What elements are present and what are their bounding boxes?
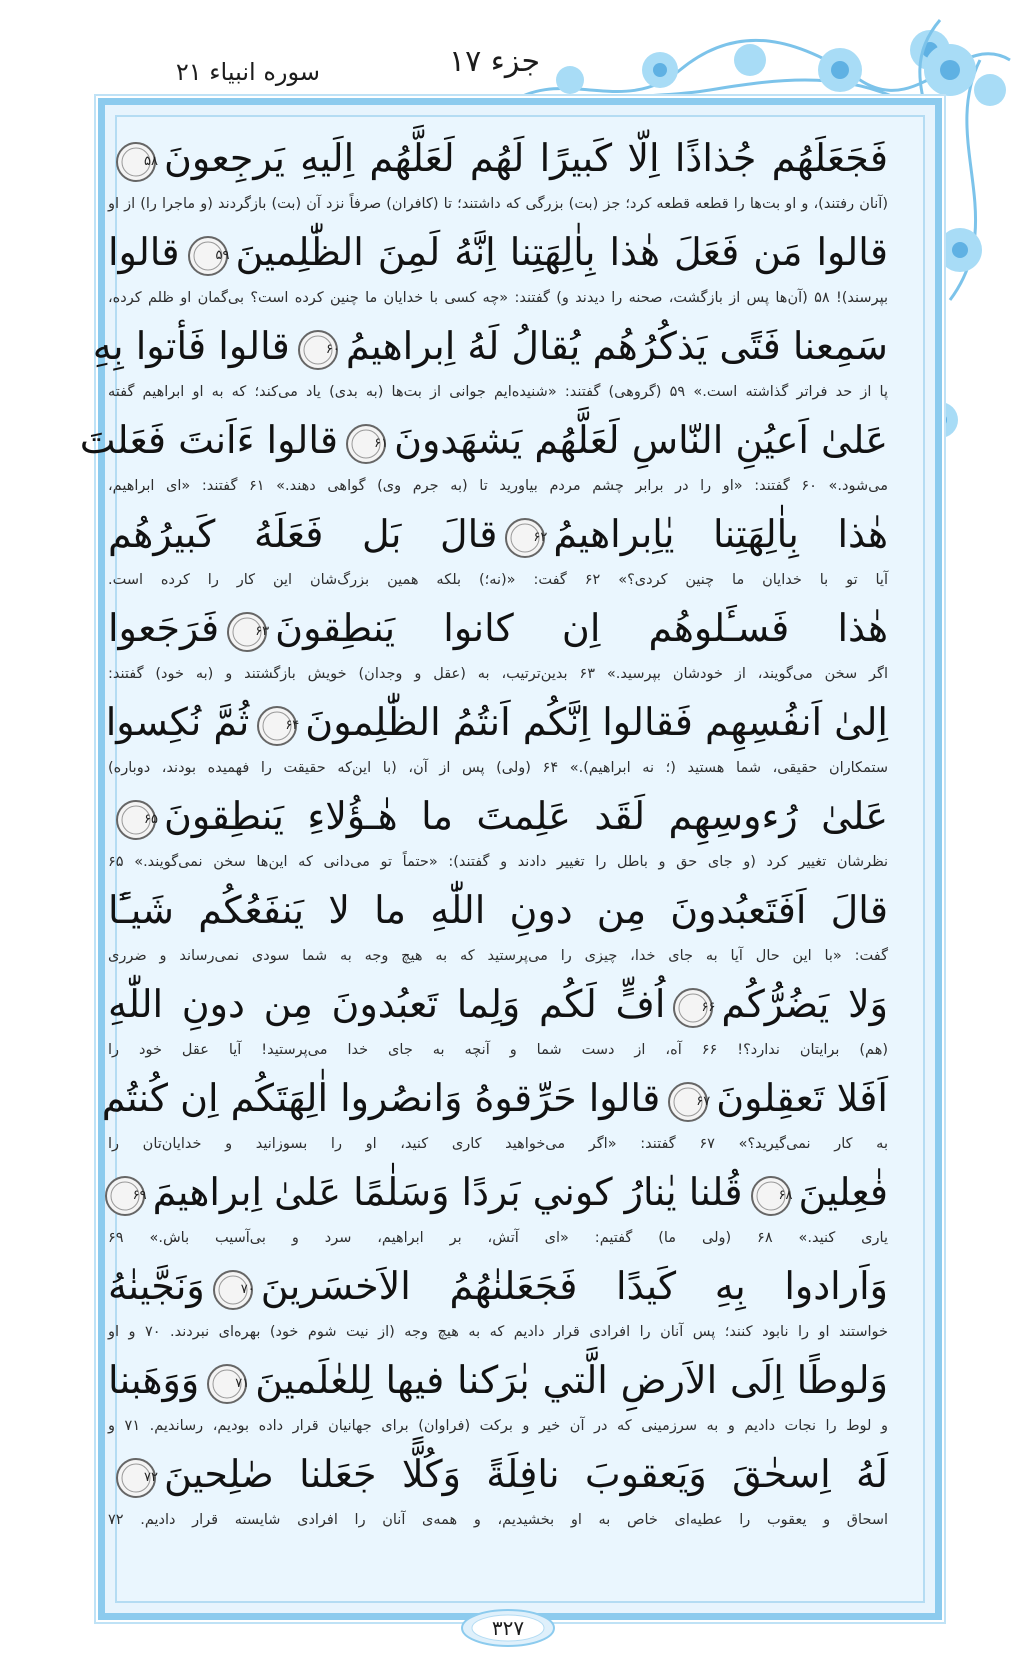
arabic-verse-line: وَلوطًا اِلَى الاَرضِ الَّتي بٰرَكنا فيها لِلعٰلَمينَ ۷۱ وَوَهَبنا — [108, 1350, 888, 1410]
arabic-verse-line: قالَ اَفَتَعبُدونَ مِن دونِ اللّٰهِ ما لا يَنفَعُكُم شَيـًٔا — [108, 888, 888, 932]
persian-translation-line: اسحاق و یعقوب را عطیه‌ای خاص به او بخشیدیم، و همه‌ی آنان را افرادی شایسته قرار دادیم. ۷۲ — [108, 1512, 888, 1528]
page-number-badge — [458, 1606, 558, 1650]
ayah-marker-icon: ۵۹ — [186, 234, 230, 278]
ayah-marker-icon: ۵۸ — [114, 140, 158, 184]
arabic-verse-line: سَمِعنا فَتًى يَذكُرُهُم يُقالُ لَهُ اِبراهيمُ ۶۰ قالوا فَأتوا بِهِ — [108, 316, 888, 376]
arabic-verse-line: هٰذا بِاٰلِهَتِنا يٰاِبراهيمُ ۶۲ قالَ بَل فَعَلَهُ كَبيرُهُم — [108, 504, 888, 564]
ayah-marker-icon: ۶۱ — [344, 422, 388, 466]
verse-row — [108, 974, 888, 1068]
persian-translation-line: آیا تو با خدایان ما چنین کردی؟» ۶۲ گفت: «(نه؛) بلکه همین بزرگ‌شان این کار را کرده است. — [108, 572, 888, 588]
arabic-verse-line: وَلا يَضُرُّكُم ۶۶ اُفٍّ لَكُم وَلِما تَعبُدونَ مِن دونِ اللّٰهِ — [108, 974, 888, 1034]
verse-row — [105, 692, 888, 786]
ayah-marker-icon: ۶۳ — [225, 610, 269, 654]
arabic-verse-line: فَجَعَلَهُم جُذاذًا اِلّا كَبيرًا لَهُم لَعَلَّهُم اِلَيهِ يَرجِعونَ ۵۸ — [108, 128, 888, 188]
surah-label: سوره انبیاء ۲۱ — [175, 58, 320, 86]
persian-translation-line: ستمکاران حقیقی، شما هستید (؛ نه ابراهیم).» ۶۴ (ولی) پس از آن، (با این‌که حقیقت را فهمیده بودند، دوباره) — [108, 760, 888, 776]
ayah-marker-icon: ۶۷ — [666, 1080, 710, 1124]
arabic-verse-line: عَلىٰ رُءوسِهِم لَقَد عَلِمتَ ما هٰـؤُلاءِ يَنطِقونَ ۶۵ — [108, 786, 888, 846]
page-header — [80, 40, 600, 88]
verse-row — [108, 128, 888, 222]
verse-row — [92, 316, 889, 410]
arabic-verse-line: عَلىٰ اَعيُنِ النّاسِ لَعَلَّهُم يَشهَدونَ ۶۱ قالوا ءَاَنتَ فَعَلتَ — [108, 410, 888, 470]
verse-row — [108, 1256, 888, 1350]
arabic-verse-line: لَهُ اِسحٰقَ وَيَعقوبَ نافِلَةً وَكُلًّا جَعَلنا صٰلِحينَ ۷۲ — [108, 1444, 888, 1504]
arabic-verse-line: قالوا مَن فَعَلَ هٰذا بِاٰلِهَتِنا اِنَّهُ لَمِنَ الظّٰلِمينَ ۵۹ قالوا — [108, 222, 888, 282]
page-number: ۳۲۷ — [491, 1616, 525, 1640]
persian-translation-line: و لوط را نجات دادیم و به سرزمینی که در آن خیر و برکت (فراوان) برای جهانیان قرار داده بودیم، رساندیم. ۷۱ و — [108, 1418, 888, 1434]
persian-translation-line: اگر سخن می‌گویند، از خودشان بپرسید.» ۶۳ بدین‌ترتیب، به (عقل و وجدان) خویش بازگشتند و (به خود) گفتند: — [108, 666, 888, 682]
persian-translation-line: پا از حد فراتر گذاشته است.» ۵۹ (گروهی) گفتند: «شنیده‌ایم جوانی از بت‌ها (به بدی) یاد می‌کند؛ که به او ابراهیم گفته — [108, 384, 889, 400]
ayah-marker-icon: ۷۲ — [114, 1456, 158, 1500]
verse-row — [108, 598, 888, 692]
persian-translation-line: بپرسند)! ۵۸ (آن‌ها پس از بازگشت، صحنه را دیدند و) گفتند: «چه کسی با خدایان ما چنین کرده است؟ بی‌گمان او ظلم کرده، — [108, 290, 888, 306]
persian-translation-line: یاری کنید.» ۶۸ (ولی ما) گفتیم: «ای آتش، بر ابراهیم، سرد و بی‌آسیب باش.» ۶۹ — [108, 1230, 888, 1246]
quran-text-block — [79, 128, 889, 1538]
arabic-verse-line: وَاَرادوا بِهِ كَيدًا فَجَعَلنٰهُمُ الاَخسَرينَ ۷۰ وَنَجَّينٰهُ — [108, 1256, 888, 1316]
persian-translation-line: (آنان رفتند)، و او بت‌ها را قطعه قطعه کرد؛ جز (بت) بزرگی که داشتند؛ تا (کافران) صرفاً نزد آن (بت) بازگردند (و ماجرا را) از او — [108, 196, 888, 212]
persian-translation-line: نظرشان تغییر کرد (و جای حق و باطل را تغییر دادند و گفتند): «حتماً تو می‌دانی که این‌ها سخن نمی‌گویند.» ۶۵ — [108, 854, 888, 870]
verse-row — [101, 1068, 888, 1162]
verse-row — [108, 222, 888, 316]
persian-translation-line: گفت: «با این حال آیا به جای خدا، چیزی را می‌پرستید که به هیچ وجه به شما سودی نمی‌رساند و ضرری — [108, 948, 888, 964]
arabic-verse-line: هٰذا فَسـَٔلوهُم اِن كانوا يَنطِقونَ ۶۳ فَرَجَعوا — [108, 598, 888, 658]
verse-row — [79, 410, 888, 504]
persian-translation-line: به کار نمی‌گیرید؟» ۶۷ گفتند: «اگر می‌خواهید کاری کنید، او را بسوزانید و خدایان‌تان را — [108, 1136, 888, 1152]
arabic-verse-line: اِلىٰ اَنفُسِهِم فَقالوا اِنَّكُم اَنتُمُ الظّٰلِمونَ ۶۴ ثُمَّ نُكِسوا — [108, 692, 888, 752]
ayah-marker-icon: ۶۵ — [114, 798, 158, 842]
persian-translation-line: خواستند او را نابود کنند؛ پس آنان را افرادی قرار دادیم که به هیچ وجه (از نیت شوم خود) بهره‌ای نبردند. ۷۰ و او — [108, 1324, 888, 1340]
verse-row — [108, 786, 888, 880]
verse-row — [108, 1162, 888, 1256]
verse-row — [108, 1444, 888, 1538]
ayah-marker-icon: ۷۰ — [211, 1268, 255, 1312]
ayah-marker-icon: ۷۱ — [205, 1362, 249, 1406]
verse-row — [108, 504, 888, 598]
ayah-marker-icon: ۶۲ — [503, 516, 547, 560]
verse-row — [108, 880, 888, 974]
ayah-marker-icon: ۶۰ — [296, 328, 340, 372]
persian-translation-line: (هم) برایتان ندارد؟! ۶۶ آه، از دست شما و آنچه به جای خدا می‌پرستید! آیا عقل خود را — [108, 1042, 888, 1058]
ayah-marker-icon: ۶۸ — [749, 1174, 793, 1218]
persian-translation-line: می‌شود.» ۶۰ گفتند: «او را در برابر چشم مردم بیاورید تا (به جرم وی) گواهی دهند.» ۶۱ گفتند: «ای ابراهیم، — [108, 478, 888, 494]
ayah-marker-icon: ۶۶ — [671, 986, 715, 1030]
arabic-verse-line: اَفَلا تَعقِلونَ ۶۷ قالوا حَرِّقوهُ وَانصُروا اٰلِهَتَكُم اِن كُنتُم — [108, 1068, 888, 1128]
ayah-marker-icon: ۶۹ — [103, 1174, 147, 1218]
verse-row — [108, 1350, 888, 1444]
juz-label: جزء ۱۷ — [449, 44, 540, 79]
arabic-verse-line: فٰعِلينَ ۶۸ قُلنا يٰنارُ كوني بَردًا وَسَلٰمًا عَلىٰ اِبراهيمَ ۶۹ — [108, 1162, 888, 1222]
ayah-marker-icon: ۶۴ — [255, 704, 299, 748]
